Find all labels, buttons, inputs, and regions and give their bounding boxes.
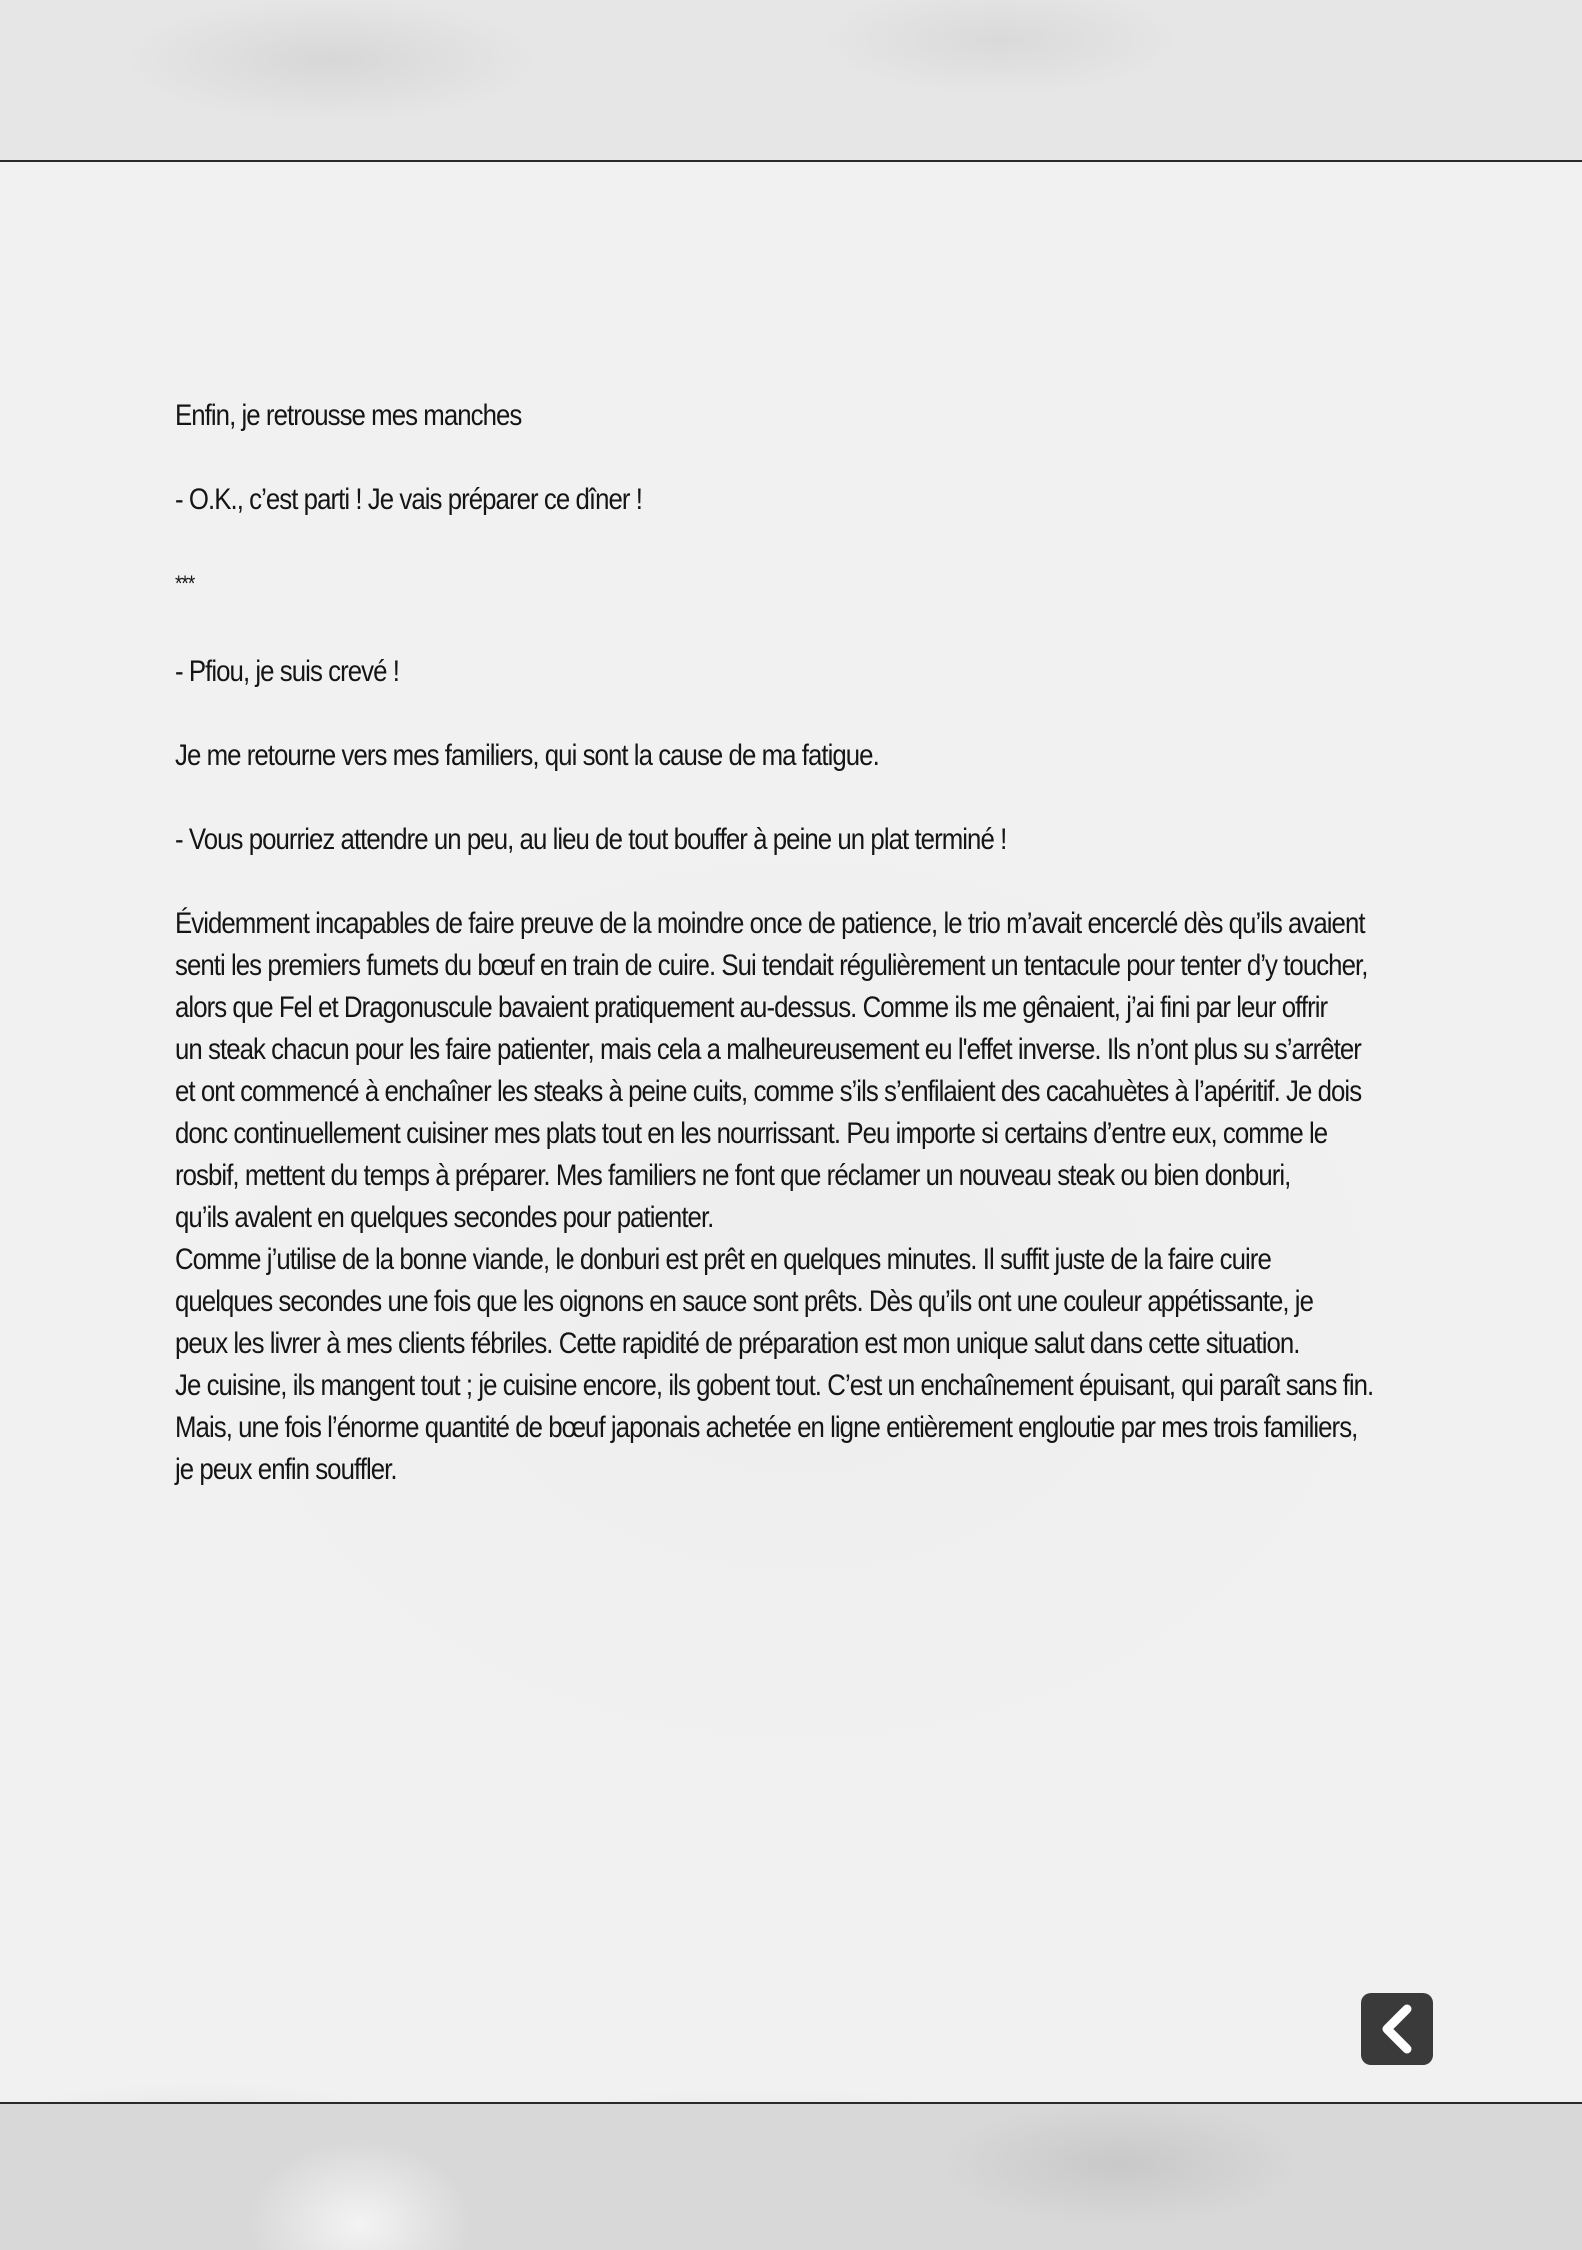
paragraph-line: rosbif, mettent du temps à préparer. Mes familiers ne font que réclamer un nouveau steak ou bien donburi, bbox=[175, 1159, 1291, 1192]
page-text bbox=[175, 395, 1374, 1491]
chevron-left-icon bbox=[1375, 2003, 1419, 2055]
text-line-4: - Pfiou, je suis crevé ! bbox=[175, 655, 399, 688]
paragraph-line: Je cuisine, ils mangent tout ; je cuisine encore, ils gobent tout. C’est un enchaînement épuisant, qui paraît sans fin. bbox=[175, 1369, 1374, 1402]
back-button[interactable] bbox=[1361, 1993, 1433, 2065]
text-line-1: Enfin, je retrousse mes manches bbox=[175, 399, 522, 432]
scene-break: *** bbox=[175, 571, 195, 596]
paragraph-line: je peux enfin souffler. bbox=[175, 1453, 397, 1486]
text-line-2: - O.K., c’est parti ! Je vais préparer ce dîner ! bbox=[175, 483, 642, 516]
paragraph-line: Mais, une fois l’énorme quantité de bœuf japonais achetée en ligne entièrement engloutie par mes trois familiers, bbox=[175, 1411, 1358, 1444]
paragraph-line: donc continuellement cuisiner mes plats tout en les nourrissant. Peu importe si certains d’entre eux, comme le bbox=[175, 1117, 1328, 1150]
paragraph-line: et ont commencé à enchaîner les steaks à peine cuits, comme s’ils s’enfilaient des cacahuètes à l’apéritif. Je dois bbox=[175, 1075, 1362, 1108]
paragraph-line: peux les livrer à mes clients fébriles. Cette rapidité de préparation est mon unique salut dans cette situation. bbox=[175, 1327, 1300, 1360]
paragraph-line: Comme j’utilise de la bonne viande, le donburi est prêt en quelques minutes. Il suffit juste de la faire cuire bbox=[175, 1243, 1271, 1276]
paragraph-line: alors que Fel et Dragonuscule bavaient pratiquement au-dessus. Comme ils me gênaient, j’ai fini par leur offrir bbox=[175, 991, 1328, 1024]
text-line-6: - Vous pourriez attendre un peu, au lieu de tout bouffer à peine un plat terminé ! bbox=[175, 823, 1007, 856]
paragraph-line: qu’ils avalent en quelques secondes pour patienter. bbox=[175, 1201, 714, 1234]
page-header-band bbox=[0, 0, 1582, 162]
text-line-5: Je me retourne vers mes familiers, qui sont la cause de ma fatigue. bbox=[175, 739, 879, 772]
main-paragraph bbox=[175, 903, 1374, 1491]
paragraph-line: senti les premiers fumets du bœuf en train de cuire. Sui tendait régulièrement un tentacule pour tenter d’y toucher, bbox=[175, 949, 1368, 982]
paragraph-line: quelques secondes une fois que les oignons en sauce sont prêts. Dès qu’ils ont une couleur appétissante, je bbox=[175, 1285, 1314, 1318]
page-footer-band bbox=[0, 2102, 1582, 2250]
paragraph-line: Évidemment incapables de faire preuve de la moindre once de patience, le trio m’avait encerclé dès qu’ils avaient bbox=[175, 907, 1365, 940]
paragraph-line: un steak chacun pour les faire patienter, mais cela a malheureusement eu l'effet inverse. Ils n’ont plus su s’arrêter bbox=[175, 1033, 1361, 1066]
